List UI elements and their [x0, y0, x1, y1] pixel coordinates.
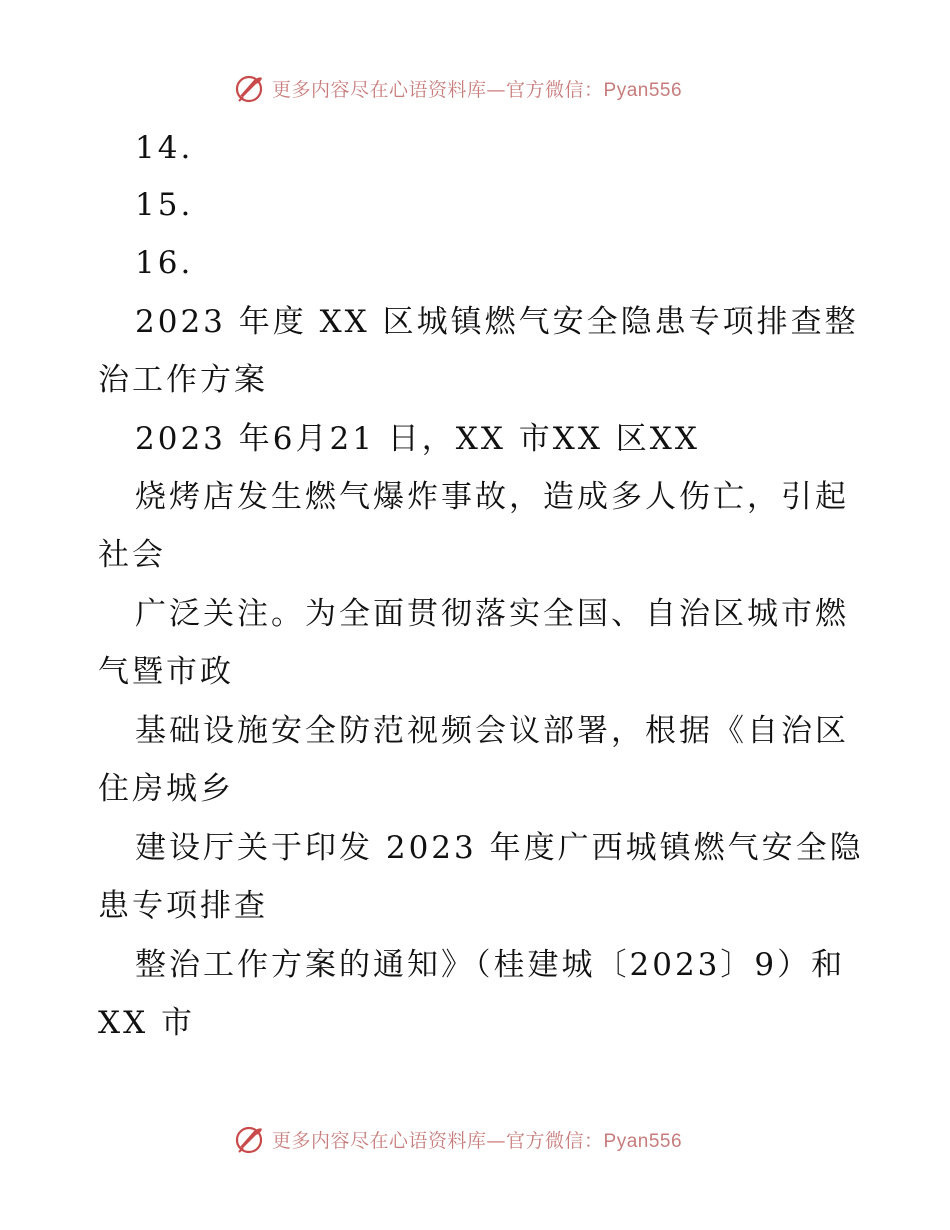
body-line: 15. — [135, 187, 194, 223]
body-line: 社会 — [98, 537, 166, 573]
footer-wechat-id: Pyan556 — [603, 1130, 683, 1152]
body-line: 建设厅关于印发 2023 年度广西城镇燃气安全隐 — [135, 830, 864, 866]
body-line: 气暨市政 — [98, 654, 234, 690]
body-line: 住房城乡 — [98, 771, 234, 807]
header-banner-text — [272, 75, 682, 102]
quill-pen-logo-icon — [234, 1123, 266, 1155]
body-line: 14. — [135, 130, 194, 166]
body-line: XX 市 — [98, 1005, 195, 1041]
body-line: 广泛关注。为全面贯彻落实全国、自治区城市燃 — [135, 596, 849, 632]
body-line: 整治工作方案的通知》（桂建城〔2023〕9）和 — [135, 947, 846, 983]
header-banner — [234, 72, 682, 104]
document-title-line-1: 2023 年度 XX 区城镇燃气安全隐患专项排查整 — [135, 304, 859, 340]
body-line: 基础设施安全防范视频会议部署，根据《自治区 — [135, 713, 849, 749]
footer-banner — [234, 1123, 682, 1155]
body-line: 16. — [135, 245, 194, 281]
footer-banner-text — [272, 1126, 682, 1153]
body-line: 2023 年6月21 日，XX 市XX 区XX — [135, 421, 700, 457]
body-line: 烧烤店发生燃气爆炸事故，造成多人伤亡，引起 — [135, 479, 849, 515]
body-line: 患专项排查 — [98, 888, 268, 924]
quill-pen-logo-icon — [234, 72, 266, 104]
header-wechat-id: Pyan556 — [603, 79, 683, 101]
header-banner-label: 更多内容尽在心语资料库—官方微信： — [272, 78, 604, 101]
footer-banner-label: 更多内容尽在心语资料库—官方微信： — [272, 1129, 604, 1152]
document-title-line-2: 治工作方案 — [98, 362, 268, 398]
